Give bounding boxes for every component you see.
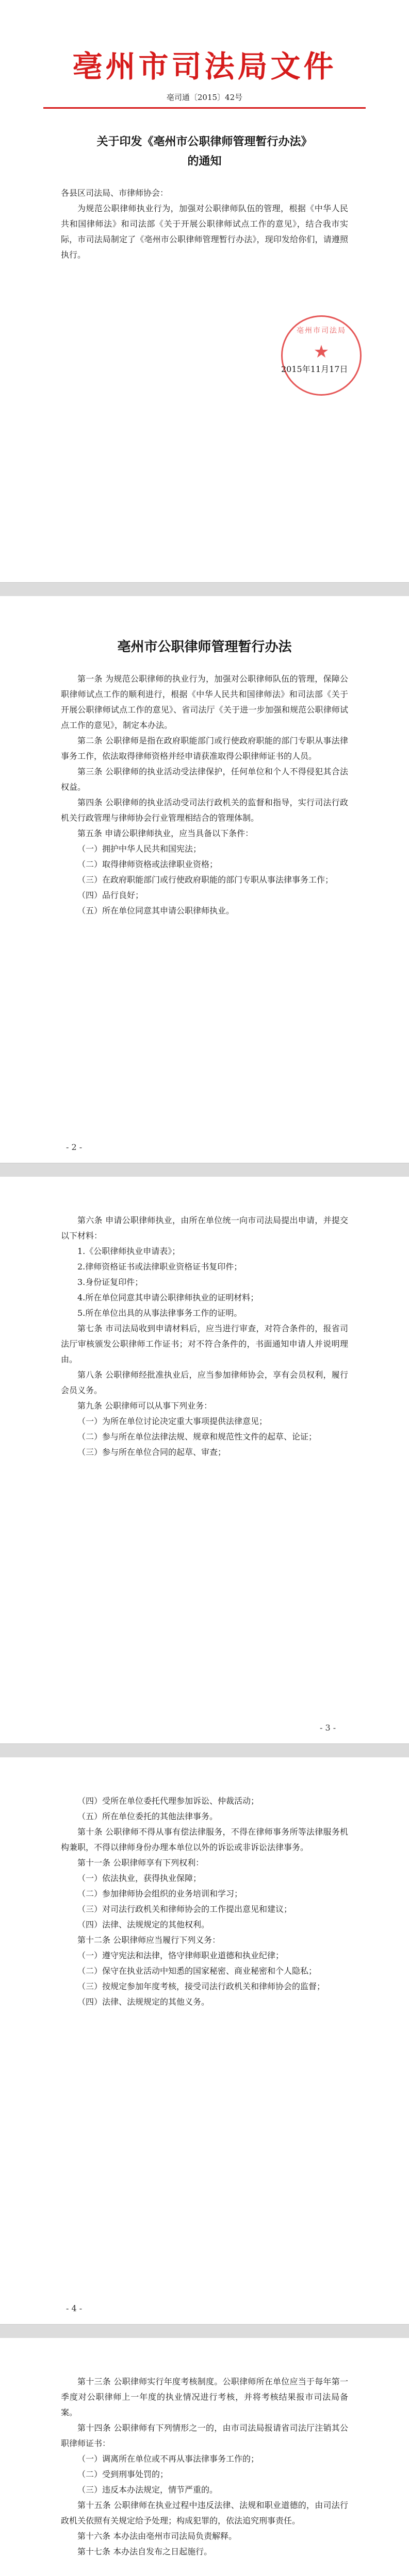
list-item: （三）违反本办法规定，情节严重的。 — [77, 2485, 218, 2495]
article-paragraph: 第十三条 公职律师实行年度考核制度。公职律师所在单位应当于每年第一季度对公职律师上一年度的执业情况进行考核，并将考核结果报市司法局备案。 — [61, 2377, 348, 2417]
list-item: （四）受所在单位委托代理参加诉讼、仲裁活动； — [77, 1796, 259, 1806]
article-paragraph: 第四条 公职律师的执业活动受司法行政机关的监督和指导，实行司法行政机关行政管理与律师协会行业管理相结合的管理体制。 — [61, 798, 348, 823]
signature-date: 2015年11月17日 — [281, 364, 348, 374]
page-separator — [0, 1743, 409, 1758]
page-2 — [0, 596, 409, 1163]
list-item: （一）调离所在单位或不再从事法律事务工作的； — [77, 2454, 259, 2464]
notice-title-line1: 关于印发《亳州市公职律师管理暂行办法》 — [96, 135, 313, 148]
regulation-body — [61, 1213, 348, 1460]
page-separator — [0, 582, 409, 597]
list-item: （五）所在单位同意其申请公职律师执业。 — [77, 906, 235, 916]
regulation-body — [61, 1793, 348, 2010]
list-item: （三）对司法行政机关和律师协会的工作提出意见和建议； — [77, 1904, 292, 1914]
article-paragraph: 第九条 公职律师可以从事下列业务： — [77, 1401, 212, 1411]
list-item: 5.所在单位出具的从事法律事务工作的证明。 — [77, 1308, 242, 1318]
article-paragraph: 第十一条 公职律师享有下列权利： — [77, 1858, 204, 1868]
article-paragraph: 第八条 公职律师经批准执业后，应当参加律师协会，享有会员权利，履行会员义务。 — [61, 1370, 348, 1395]
notice-paragraph: 为规范公职律师执业行为，加强对公职律师队伍的管理，根据《中华人民共和国律师法》和司法部《关于开展公职律师试点工作的意见》，结合我市实际，市司法局制定了《亳州市公职律师管理暂行办法》，现印发给你们，请遵照执行。 — [61, 204, 348, 260]
regulation-title: 亳州市公职律师管理暂行办法 — [117, 639, 292, 655]
article-paragraph: 第六条 申请公职律师执业，由所在单位统一向市司法局提出申请，并提交以下材料： — [61, 1215, 348, 1241]
article-paragraph: 第十五条 公职律师在执业过程中违反法律、法规和职业道德的，由司法行政机关依照有关规定给予处理；构成犯罪的，依法追究刑事责任。 — [61, 2500, 348, 2526]
list-item: （四）法律、法规规定的其他义务。 — [77, 1997, 210, 2007]
seal-ring-text: 亳州市司法局 — [297, 327, 346, 335]
list-item: （二）保守在执业活动中知悉的国家秘密、商业秘密和个人隐私； — [77, 1966, 317, 1976]
list-item: （二）受到刑事处罚的； — [77, 2469, 169, 2479]
list-item: （一）遵守宪法和法律，恪守律师职业道德和执业纪律； — [77, 1951, 284, 1960]
notice-body — [61, 185, 348, 263]
list-item: 3.身份证复印件； — [77, 1277, 143, 1287]
list-item: 2.律师资格证书或法律职业资格证书复印件； — [77, 1262, 242, 1272]
list-item: （四）法律、法规规定的其他权利。 — [77, 1920, 210, 1929]
article-paragraph: 第十六条 本办法由亳州市司法局负责解释。 — [77, 2531, 237, 2541]
list-item: （四）品行良好； — [77, 890, 144, 900]
regulation-body — [61, 671, 348, 919]
list-item: （一）为所在单位讨论决定重大事项提供法律意见； — [77, 1416, 268, 1426]
page-4 — [0, 1757, 409, 2324]
page-number: - 4 - — [66, 2303, 83, 2313]
list-item: （五）所在单位委托的其他法律事务。 — [77, 1811, 218, 1821]
official-seal — [281, 315, 362, 396]
addressee: 各县区司法局、市律师协会： — [61, 188, 169, 198]
article-paragraph: 第十条 公职律师不得从事有偿法律服务，不得在律师事务所等法律服务机构兼职，不得以律师身份办理本单位以外的诉讼或非诉讼法律事务。 — [61, 1827, 348, 1852]
article-paragraph: 第五条 申请公职律师执业，应当具备以下条件： — [77, 828, 254, 838]
page-5 — [0, 2338, 409, 2576]
red-divider-line — [43, 107, 366, 109]
document-number: 亳司通〔2015〕42号 — [166, 93, 243, 102]
page-number: - 3 - — [320, 1723, 336, 1733]
list-item: （三）按规定参加年度考核，接受司法行政机关和律师协会的监督； — [77, 1981, 325, 1991]
list-item: （一）依法执业，获得执业保障； — [77, 1873, 202, 1883]
article-paragraph: 第二条 公职律师是指在政府职能部门或行使政府职能的部门专职从事法律事务工作，依法取得律师资格并经申请获准取得公职律师证书的人员。 — [61, 736, 348, 761]
list-item: （二）参与所在单位法律法规、规章和规范性文件的起草、论证； — [77, 1432, 317, 1442]
list-item: （三）在政府职能部门或行使政府职能的部门专职从事法律事务工作； — [77, 875, 334, 885]
regulation-body — [61, 2374, 348, 2560]
page-separator — [0, 1163, 409, 1177]
article-paragraph: 第三条 公职律师的执业活动受法律保护，任何单位和个人不得侵犯其合法权益。 — [61, 767, 348, 792]
page-3 — [0, 1177, 409, 1743]
list-item: 1.《公职律师执业申请表》； — [77, 1246, 181, 1256]
article-paragraph: 第十七条 本办法自发布之日起施行。 — [77, 2547, 212, 2556]
list-item: 4.所在单位同意其申请公职律师执业的证明材料； — [77, 1293, 259, 1302]
notice-title-line2: 的通知 — [187, 155, 222, 168]
article-paragraph: 第十二条 公职律师应当履行下列义务： — [77, 1935, 221, 1945]
article-paragraph: 第一条 为规范公职律师的执业行为，加强对公职律师队伍的管理，保障公职律师试点工作的顺利进行，根据《中华人民共和国律师法》和司法部《关于开展公职律师试点工作的意见》、省司法厅《关于进一步加强和规范公职律师试点工作的意见》，制定本办法。 — [61, 674, 348, 730]
page-1 — [0, 0, 409, 582]
seal-star-icon: ★ — [313, 342, 330, 362]
list-item: （二）参加律师协会组织的业务培训和学习； — [77, 1889, 243, 1899]
document-red-header: 亳州市司法局文件 — [72, 49, 337, 84]
list-item: （一）拥护中华人民共和国宪法； — [77, 844, 202, 854]
article-paragraph: 第七条 市司法局收到申请材料后，应当进行审查，对符合条件的，报省司法厅审核颁发公职律师工作证书；对不符合条件的，书面通知申请人并说明理由。 — [61, 1324, 348, 1364]
page-number: - 2 - — [66, 1142, 83, 1152]
page-separator — [0, 2324, 409, 2338]
article-paragraph: 第十四条 公职律师有下列情形之一的，由市司法局报请省司法厅注销其公职律师证书： — [61, 2423, 348, 2448]
list-item: （二）取得律师资格或法律职业资格； — [77, 859, 218, 869]
list-item: （三）参与所在单位合同的起草、审查； — [77, 1447, 226, 1457]
